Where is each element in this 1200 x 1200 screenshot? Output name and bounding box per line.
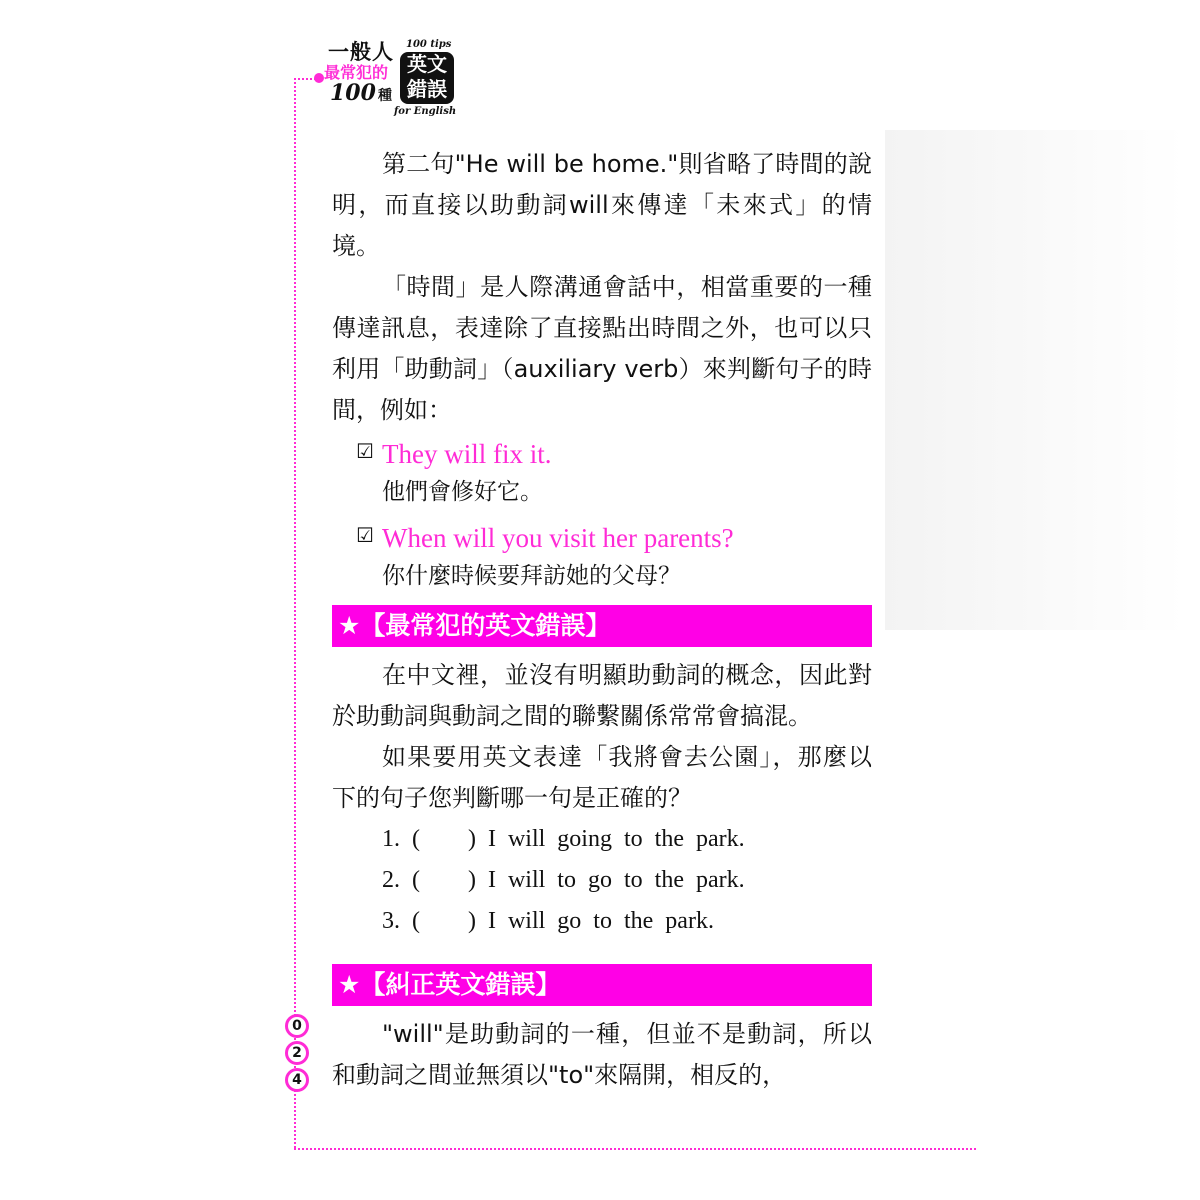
page-number: [285, 1014, 305, 1095]
logo-line2: 最常犯的: [324, 63, 389, 82]
example-1: [332, 435, 872, 511]
logo-for-english: for English: [394, 106, 457, 117]
section1-paragraph-1: 在中文裡，並沒有明顯助動詞的概念，因此對於助動詞與動詞之間的聯繫關係常常會搞混。: [332, 661, 872, 730]
logo-number: 100: [330, 80, 376, 106]
frame-bottom-line: [294, 1148, 976, 1150]
logo-dot-icon: [314, 73, 324, 83]
section1-paragraph-2: 如果要用英文表達「我將會去公園」，那麼以下的句子您判斷哪一句是正確的？: [332, 743, 872, 812]
checkbox-icon: ☑: [356, 523, 374, 547]
example-2-english: When will you visit her parents?: [382, 523, 734, 553]
example-1-chinese: 他們會修好它。: [382, 479, 543, 505]
option-1: 1. ( ) I will going to the park.: [382, 826, 745, 852]
page-digit: 2: [285, 1041, 309, 1065]
option-2: 2. ( ) I will to go to the park.: [382, 867, 745, 893]
logo-line3: [330, 80, 392, 106]
example-1-english: They will fix it.: [382, 439, 552, 469]
paragraph-1: 第二句"He will be home."則省略了時間的說明，而直接以助動詞will來傳達「未來式」的情境。: [332, 150, 872, 260]
section-banner-common-mistake: ★【最常犯的英文錯誤】: [332, 605, 872, 647]
option-3: 3. ( ) I will go to the park.: [382, 908, 714, 934]
logo-tips: 100 tips: [406, 39, 452, 50]
paragraph-2: 「時間」是人際溝通會話中，相當重要的一種傳達訊息，表達除了直接點出時間之外，也可以只利用「助動詞」（auxiliary verb）來判斷句子的時間，例如：: [332, 273, 872, 424]
page-content: [332, 144, 872, 1096]
logo-box: [400, 52, 454, 104]
logo-box-line1: 英文: [407, 52, 447, 76]
bleed-through-text: [560, 0, 1200, 38]
logo-unit: 種: [377, 88, 392, 104]
example-2-chinese: 你什麼時候要拜訪她的父母？: [382, 563, 681, 589]
book-logo: [300, 36, 470, 126]
example-2: [332, 519, 872, 595]
logo-box-line2: 錯誤: [407, 77, 447, 101]
checkbox-icon: ☑: [356, 439, 374, 463]
section-banner-correction: ★【糾正英文錯誤】: [332, 964, 872, 1006]
page-digit: 0: [285, 1014, 309, 1038]
logo-line1: 一般人: [328, 40, 394, 64]
frame-left-line: [294, 78, 296, 1148]
bleed-through-shade: [885, 130, 1185, 630]
section2-paragraph-1: "will"是助動詞的一種，但並不是動詞，所以和動詞之間並無須以"to"來隔開，相反的，: [332, 1020, 872, 1089]
page-digit: 4: [285, 1068, 309, 1092]
